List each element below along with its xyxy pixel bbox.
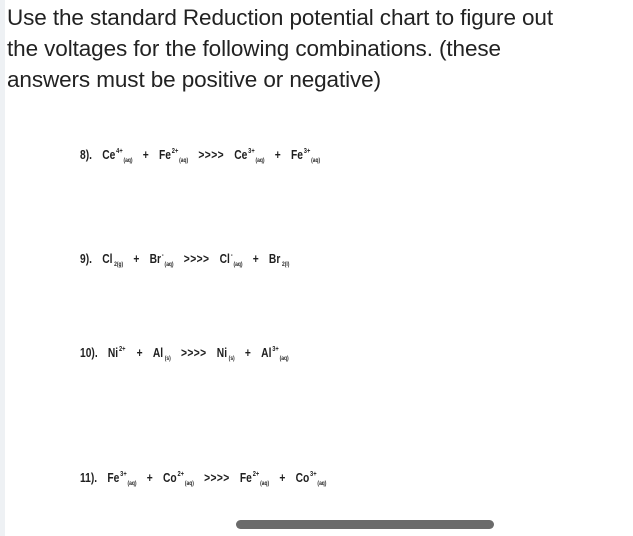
- product-2: $Fe^{3+}_{(aq)}$: [291, 148, 321, 164]
- product-2: Br $_{2(l)}$: [268, 252, 290, 268]
- problem-8: [80, 148, 320, 164]
- product-1: $Cl^-_{(aq)}$: [219, 252, 243, 268]
- reactant-1: $Fe^{3+}_{(aq)}$: [107, 471, 137, 487]
- reaction-arrow: >>>>: [204, 471, 230, 485]
- instructions-line-1: Use the standard Reduction potential chart to figure out: [7, 5, 553, 30]
- left-margin-stripe: [0, 0, 5, 536]
- reactant-2: Al $_{(s)}$: [152, 346, 171, 362]
- instructions-heading: [7, 2, 629, 95]
- problem-number: 11).: [80, 471, 98, 485]
- reaction-arrow: >>>>: [180, 346, 207, 360]
- plus-sign: +: [133, 252, 140, 266]
- product-1: $Fe^{2+}_{(aq)}$: [239, 471, 270, 487]
- problem-number: 8).: [80, 148, 92, 162]
- product-1: $Ce^{3+}_{(aq)}$: [234, 148, 265, 164]
- problem-10: [80, 346, 289, 362]
- problem-11: [80, 471, 326, 487]
- instructions-line-2: the voltages for the following combinations. (these: [7, 36, 501, 61]
- product-2: $Al^{3+}_{(aq)}$: [261, 346, 289, 362]
- home-indicator-bar[interactable]: [236, 520, 494, 529]
- reactant-1: $Ni^{2+}$: [107, 346, 126, 360]
- plus-sign: +: [244, 346, 251, 360]
- plus-sign: +: [252, 252, 259, 266]
- reaction-arrow: >>>>: [198, 148, 224, 162]
- reactant-1: $Ce^{4+}_{(aq)}$: [102, 148, 133, 164]
- plus-sign: +: [274, 148, 281, 162]
- reactant-2: $Fe^{2+}_{(aq)}$: [158, 148, 189, 164]
- problem-9: [80, 252, 289, 268]
- instructions-line-3: answers must be positive or negative): [7, 67, 381, 92]
- plus-sign: +: [136, 346, 143, 360]
- plus-sign: +: [279, 471, 286, 485]
- product-2: $Co^{3+}_{(aq)}$: [295, 471, 327, 487]
- reactant-2: $Br^-_{(aq)}$: [149, 252, 174, 268]
- plus-sign: +: [146, 471, 153, 485]
- reaction-arrow: >>>>: [183, 252, 210, 266]
- product-1: Ni $_{(s)}$: [216, 346, 235, 362]
- problem-number: 9).: [80, 252, 92, 266]
- plus-sign: +: [142, 148, 149, 162]
- problem-number: 10).: [80, 346, 98, 360]
- reactant-2: $Co^{2+}_{(aq)}$: [162, 471, 194, 487]
- reactant-1: Cl $_{2(g)}$: [102, 252, 124, 268]
